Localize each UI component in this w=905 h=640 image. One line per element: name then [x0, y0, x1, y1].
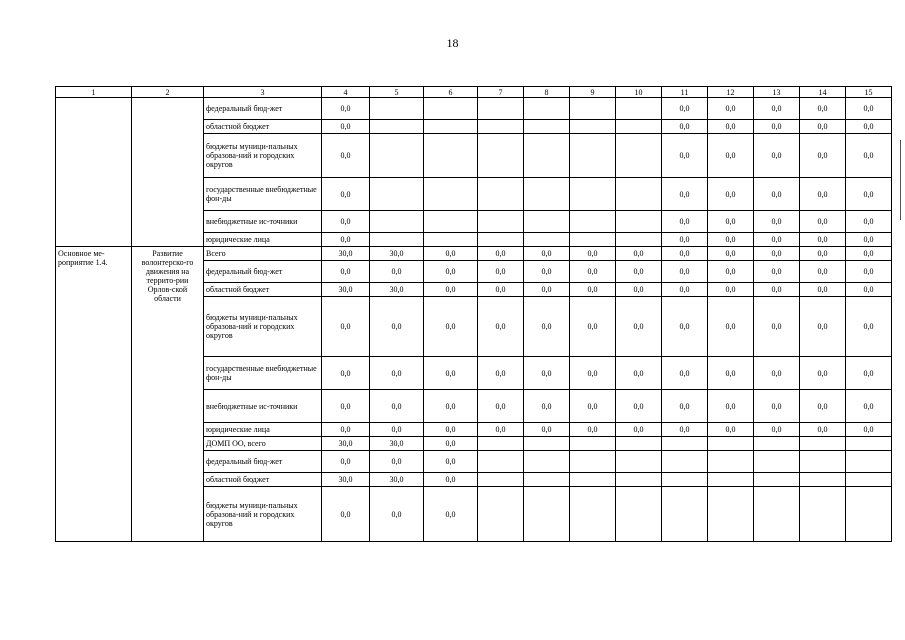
budget-table: [55, 86, 892, 542]
value-cell: [478, 98, 524, 120]
value-cell: [754, 487, 800, 542]
value-cell: 0,0: [662, 178, 708, 211]
value-cell: 0,0: [800, 297, 846, 357]
value-cell: 0,0: [800, 283, 846, 297]
funding-source-cell: бюджеты муници-пальных образова-ний и городских округов: [204, 134, 322, 178]
value-cell: 0,0: [800, 98, 846, 120]
value-cell: 0,0: [754, 357, 800, 390]
table-row: [56, 247, 892, 261]
value-cell: 0,0: [478, 423, 524, 437]
value-cell: 0,0: [754, 390, 800, 423]
value-cell: [424, 233, 478, 247]
value-cell: 0,0: [708, 233, 754, 247]
value-cell: [846, 487, 892, 542]
value-cell: [800, 487, 846, 542]
value-cell: 0,0: [662, 233, 708, 247]
value-cell: 0,0: [662, 390, 708, 423]
value-cell: 0,0: [570, 283, 616, 297]
value-cell: [570, 211, 616, 233]
value-cell: 0,0: [754, 297, 800, 357]
header-cell: 8: [524, 87, 570, 98]
value-cell: 0,0: [846, 211, 892, 233]
value-cell: [524, 211, 570, 233]
value-cell: [524, 451, 570, 473]
funding-source-cell: юридические лица: [204, 423, 322, 437]
header-cell: 2: [132, 87, 204, 98]
value-cell: 0,0: [708, 178, 754, 211]
value-cell: 0,0: [754, 178, 800, 211]
value-cell: 0,0: [370, 487, 424, 542]
value-cell: 0,0: [708, 357, 754, 390]
value-cell: 0,0: [424, 283, 478, 297]
value-cell: 0,0: [708, 247, 754, 261]
value-cell: 0,0: [708, 261, 754, 283]
value-cell: 30,0: [370, 283, 424, 297]
value-cell: 30,0: [322, 283, 370, 297]
value-cell: [524, 98, 570, 120]
value-cell: [370, 134, 424, 178]
value-cell: 0,0: [708, 283, 754, 297]
value-cell: [524, 473, 570, 487]
value-cell: [800, 451, 846, 473]
funding-source-cell: бюджеты муници-пальных образова-ний и городских округов: [204, 297, 322, 357]
value-cell: 0,0: [322, 233, 370, 247]
value-cell: 0,0: [322, 390, 370, 423]
value-cell: 0,0: [708, 120, 754, 134]
value-cell: [570, 487, 616, 542]
value-cell: [478, 451, 524, 473]
header-cell: 7: [478, 87, 524, 98]
value-cell: [616, 120, 662, 134]
value-cell: [424, 98, 478, 120]
value-cell: 0,0: [662, 98, 708, 120]
value-cell: 0,0: [846, 261, 892, 283]
value-cell: 0,0: [322, 423, 370, 437]
header-cell: 10: [616, 87, 662, 98]
value-cell: 0,0: [424, 451, 478, 473]
value-cell: [708, 451, 754, 473]
value-cell: [800, 473, 846, 487]
header-cell: 6: [424, 87, 478, 98]
value-cell: [616, 211, 662, 233]
value-cell: 0,0: [708, 211, 754, 233]
value-cell: 0,0: [800, 423, 846, 437]
value-cell: 0,0: [524, 423, 570, 437]
value-cell: [370, 98, 424, 120]
header-cell: 15: [846, 87, 892, 98]
funding-source-cell: бюджеты муници-пальных образова-ний и городских округов: [204, 487, 322, 542]
value-cell: [708, 437, 754, 451]
value-cell: 0,0: [478, 283, 524, 297]
value-cell: 0,0: [570, 390, 616, 423]
value-cell: 0,0: [616, 423, 662, 437]
funding-source-cell: областной бюджет: [204, 283, 322, 297]
value-cell: [754, 451, 800, 473]
value-cell: [524, 233, 570, 247]
value-cell: 0,0: [616, 390, 662, 423]
value-cell: 0,0: [322, 134, 370, 178]
value-cell: [478, 437, 524, 451]
value-cell: 0,0: [370, 390, 424, 423]
value-cell: [478, 178, 524, 211]
table-row: [56, 98, 892, 120]
funding-source-cell: федеральный бюд-жет: [204, 451, 322, 473]
value-cell: 0,0: [322, 120, 370, 134]
value-cell: 0,0: [370, 297, 424, 357]
value-cell: 0,0: [846, 423, 892, 437]
value-cell: 0,0: [846, 178, 892, 211]
value-cell: [570, 98, 616, 120]
value-cell: [570, 178, 616, 211]
value-cell: 0,0: [662, 357, 708, 390]
value-cell: [478, 473, 524, 487]
value-cell: 0,0: [478, 390, 524, 423]
value-cell: 0,0: [662, 134, 708, 178]
value-cell: 0,0: [424, 390, 478, 423]
value-cell: 0,0: [478, 357, 524, 390]
value-cell: [616, 178, 662, 211]
value-cell: 0,0: [754, 134, 800, 178]
value-cell: [662, 487, 708, 542]
value-cell: 0,0: [322, 357, 370, 390]
value-cell: [424, 134, 478, 178]
value-cell: 0,0: [570, 261, 616, 283]
value-cell: 0,0: [754, 211, 800, 233]
funding-source-cell: федеральный бюд-жет: [204, 98, 322, 120]
value-cell: [708, 487, 754, 542]
value-cell: 30,0: [322, 247, 370, 261]
value-cell: [616, 98, 662, 120]
value-cell: 0,0: [846, 98, 892, 120]
value-cell: 0,0: [708, 390, 754, 423]
value-cell: 0,0: [616, 247, 662, 261]
value-cell: 0,0: [570, 423, 616, 437]
value-cell: [662, 437, 708, 451]
value-cell: 0,0: [754, 423, 800, 437]
value-cell: [616, 451, 662, 473]
value-cell: [370, 120, 424, 134]
value-cell: [662, 451, 708, 473]
value-cell: [524, 120, 570, 134]
value-cell: 0,0: [616, 261, 662, 283]
value-cell: 0,0: [370, 357, 424, 390]
activity-cell: Основное ме-роприятие 1.4.: [56, 247, 132, 542]
value-cell: [370, 211, 424, 233]
value-cell: 0,0: [322, 211, 370, 233]
value-cell: 0,0: [708, 297, 754, 357]
value-cell: 0,0: [570, 357, 616, 390]
value-cell: [616, 134, 662, 178]
value-cell: 0,0: [478, 297, 524, 357]
value-cell: [424, 120, 478, 134]
value-cell: 0,0: [846, 120, 892, 134]
value-cell: 0,0: [524, 297, 570, 357]
value-cell: 0,0: [846, 390, 892, 423]
table-body: [56, 87, 892, 542]
header-cell: 5: [370, 87, 424, 98]
value-cell: 0,0: [478, 261, 524, 283]
value-cell: 0,0: [570, 247, 616, 261]
value-cell: 0,0: [322, 98, 370, 120]
value-cell: [754, 473, 800, 487]
value-cell: 0,0: [800, 357, 846, 390]
value-cell: 0,0: [424, 261, 478, 283]
value-cell: 0,0: [424, 357, 478, 390]
header-cell: 9: [570, 87, 616, 98]
value-cell: [616, 473, 662, 487]
value-cell: 0,0: [524, 283, 570, 297]
value-cell: 0,0: [800, 178, 846, 211]
value-cell: 0,0: [616, 357, 662, 390]
value-cell: [478, 120, 524, 134]
value-cell: [662, 473, 708, 487]
header-cell: 4: [322, 87, 370, 98]
value-cell: 0,0: [846, 233, 892, 247]
value-cell: 0,0: [754, 261, 800, 283]
value-cell: [478, 233, 524, 247]
funding-source-cell: федеральный бюд-жет: [204, 261, 322, 283]
page-number: 18: [446, 36, 459, 50]
value-cell: [570, 473, 616, 487]
value-cell: 0,0: [846, 247, 892, 261]
value-cell: 0,0: [424, 487, 478, 542]
value-cell: [800, 437, 846, 451]
value-cell: 0,0: [662, 261, 708, 283]
activity-cell: [56, 98, 132, 247]
value-cell: [370, 233, 424, 247]
funding-source-cell: государственные внебюджетные фон-ды: [204, 357, 322, 390]
value-cell: [524, 437, 570, 451]
value-cell: 0,0: [754, 233, 800, 247]
value-cell: [846, 473, 892, 487]
value-cell: [616, 487, 662, 542]
value-cell: 0,0: [524, 390, 570, 423]
value-cell: 0,0: [846, 297, 892, 357]
value-cell: 0,0: [616, 283, 662, 297]
funding-source-cell: областной бюджет: [204, 473, 322, 487]
value-cell: [570, 233, 616, 247]
value-cell: 0,0: [662, 120, 708, 134]
value-cell: 0,0: [800, 247, 846, 261]
value-cell: 30,0: [370, 437, 424, 451]
value-cell: 0,0: [616, 297, 662, 357]
value-cell: 0,0: [370, 261, 424, 283]
value-cell: 0,0: [322, 487, 370, 542]
value-cell: [570, 120, 616, 134]
value-cell: [570, 134, 616, 178]
value-cell: 0,0: [524, 247, 570, 261]
value-cell: [570, 451, 616, 473]
value-cell: 0,0: [662, 297, 708, 357]
header-cell: 14: [800, 87, 846, 98]
value-cell: 0,0: [846, 134, 892, 178]
value-cell: 0,0: [322, 178, 370, 211]
value-cell: 0,0: [524, 261, 570, 283]
value-cell: 0,0: [662, 211, 708, 233]
value-cell: 0,0: [570, 297, 616, 357]
value-cell: 0,0: [754, 98, 800, 120]
value-cell: [424, 178, 478, 211]
value-cell: [754, 437, 800, 451]
value-cell: 30,0: [322, 437, 370, 451]
header-cell: 13: [754, 87, 800, 98]
header-cell: 1: [56, 87, 132, 98]
value-cell: 0,0: [322, 451, 370, 473]
funding-source-cell: ДОМП ОО, всего: [204, 437, 322, 451]
value-cell: 0,0: [708, 134, 754, 178]
value-cell: [370, 178, 424, 211]
value-cell: [524, 178, 570, 211]
value-cell: 0,0: [322, 297, 370, 357]
value-cell: 0,0: [800, 390, 846, 423]
activity-name-cell: [132, 98, 204, 247]
page-edge-mark: [900, 140, 901, 220]
value-cell: 30,0: [322, 473, 370, 487]
value-cell: 0,0: [708, 98, 754, 120]
funding-source-cell: областной бюджет: [204, 120, 322, 134]
funding-source-cell: Всего: [204, 247, 322, 261]
value-cell: 0,0: [800, 134, 846, 178]
value-cell: 30,0: [370, 247, 424, 261]
value-cell: 0,0: [800, 233, 846, 247]
value-cell: [616, 233, 662, 247]
value-cell: 0,0: [754, 247, 800, 261]
value-cell: 0,0: [424, 473, 478, 487]
value-cell: [846, 437, 892, 451]
value-cell: 0,0: [800, 261, 846, 283]
value-cell: 0,0: [424, 297, 478, 357]
value-cell: [478, 211, 524, 233]
funding-source-cell: внебюджетные ис-точники: [204, 390, 322, 423]
value-cell: 0,0: [370, 423, 424, 437]
value-cell: 0,0: [370, 451, 424, 473]
header-cell: 3: [204, 87, 322, 98]
value-cell: 0,0: [424, 423, 478, 437]
value-cell: [524, 134, 570, 178]
value-cell: 0,0: [662, 283, 708, 297]
value-cell: 0,0: [424, 247, 478, 261]
value-cell: 0,0: [846, 283, 892, 297]
value-cell: [570, 437, 616, 451]
header-cell: 12: [708, 87, 754, 98]
value-cell: [708, 473, 754, 487]
value-cell: 0,0: [322, 261, 370, 283]
value-cell: 0,0: [800, 211, 846, 233]
header-cell: 11: [662, 87, 708, 98]
value-cell: [846, 451, 892, 473]
funding-source-cell: юридические лица: [204, 233, 322, 247]
value-cell: 0,0: [662, 247, 708, 261]
value-cell: 0,0: [662, 423, 708, 437]
funding-source-cell: внебюджетные ис-точники: [204, 211, 322, 233]
funding-source-cell: государственные внебюджетные фон-ды: [204, 178, 322, 211]
value-cell: 0,0: [478, 247, 524, 261]
value-cell: 0,0: [754, 283, 800, 297]
value-cell: [524, 487, 570, 542]
value-cell: [478, 134, 524, 178]
value-cell: 30,0: [370, 473, 424, 487]
value-cell: 0,0: [424, 437, 478, 451]
value-cell: 0,0: [846, 357, 892, 390]
activity-name-cell: Развитие волонтерско-го движения на террито-рии Орлов-ской области: [132, 247, 204, 542]
value-cell: [424, 211, 478, 233]
value-cell: [478, 487, 524, 542]
value-cell: 0,0: [524, 357, 570, 390]
value-cell: 0,0: [708, 423, 754, 437]
value-cell: 0,0: [754, 120, 800, 134]
header-row: [56, 87, 892, 98]
value-cell: [616, 437, 662, 451]
value-cell: 0,0: [800, 120, 846, 134]
